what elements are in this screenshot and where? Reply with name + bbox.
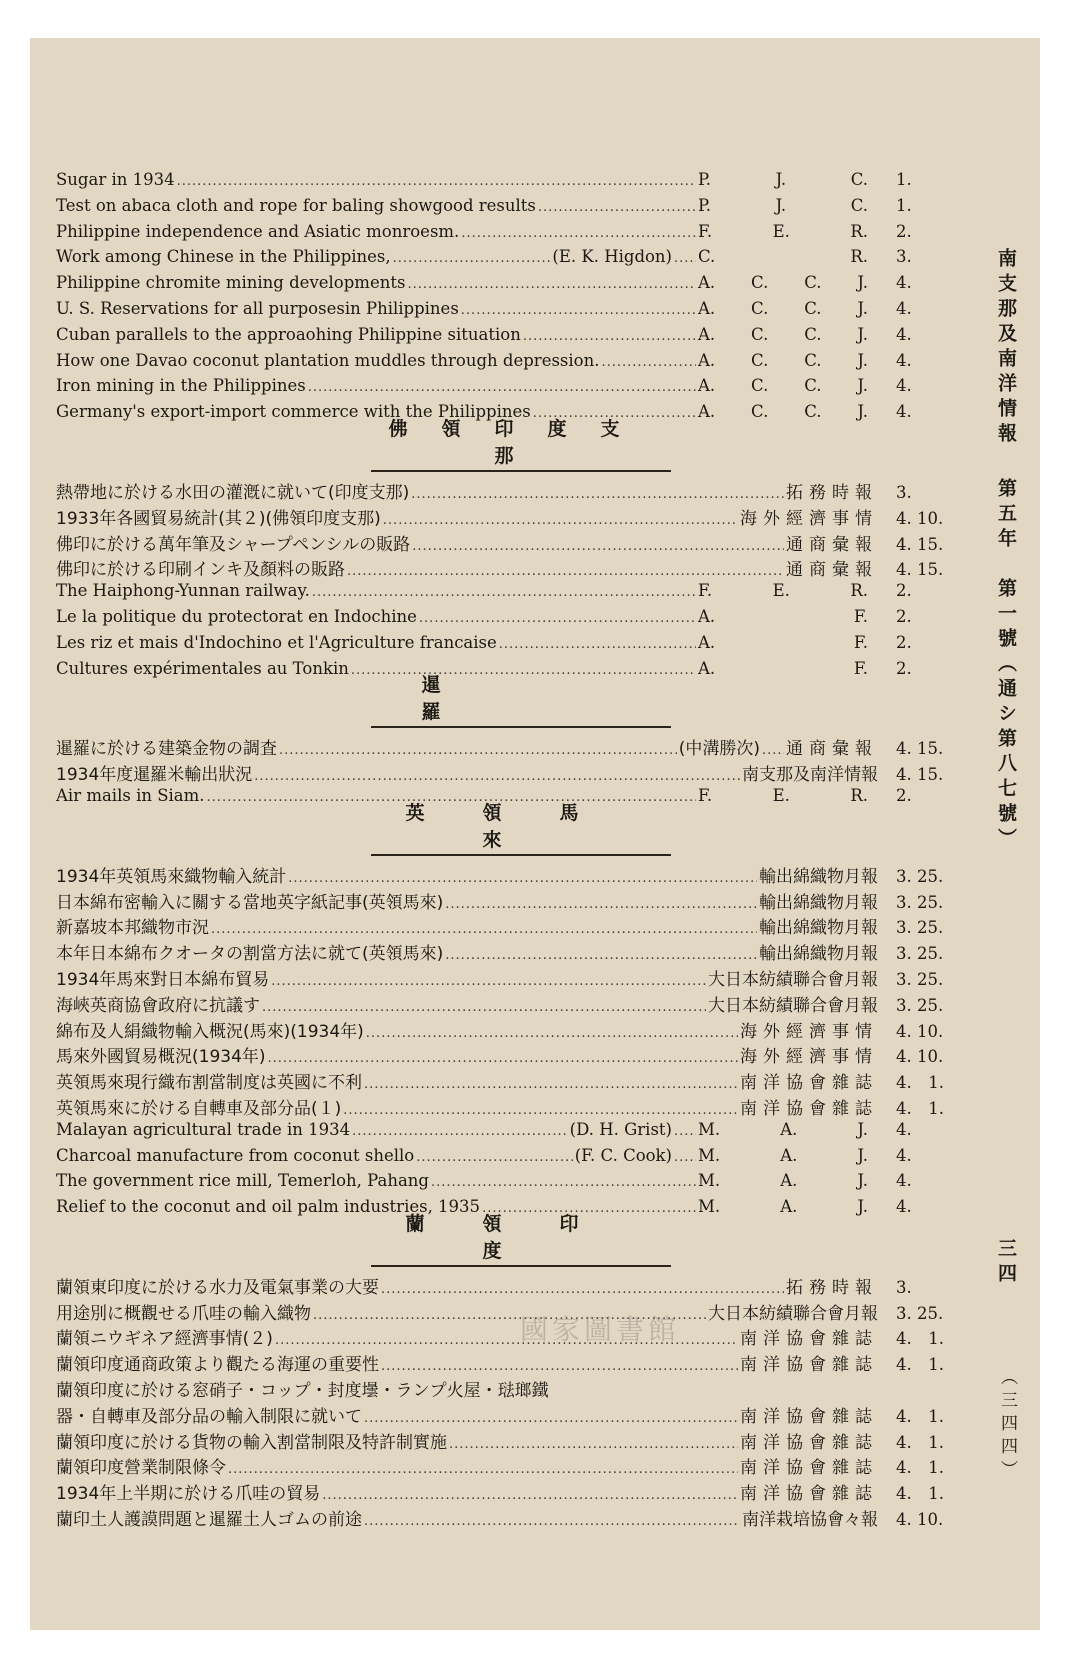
source-letter: A. bbox=[698, 376, 716, 396]
entry-issue: 4. bbox=[896, 1145, 912, 1165]
index-entry bbox=[56, 196, 986, 222]
entry-source bbox=[698, 786, 878, 805]
leader-dots bbox=[381, 1282, 784, 1297]
source-letter: M. bbox=[698, 1171, 721, 1191]
entry-title: Relief to the coconut and oil palm industries, 1935 bbox=[56, 1197, 481, 1217]
entry-title: 本年日本綿布クオータの割當方法に就て(英領馬來) bbox=[56, 944, 444, 965]
entry-source bbox=[698, 273, 878, 292]
entry-source: 大日本紡績聯合會月報 bbox=[708, 1303, 878, 1324]
source-letter: J. bbox=[857, 402, 868, 422]
entry-author: (D. H. Grist) bbox=[569, 1119, 672, 1139]
entry-title: 1934年英領馬來織物輸入統計 bbox=[56, 866, 287, 887]
entry-source: 南洋協會雜誌 bbox=[740, 1458, 878, 1479]
entry-issue: 2. bbox=[896, 581, 912, 601]
source-letter: J. bbox=[857, 273, 868, 293]
entry-issue: 1. bbox=[896, 195, 912, 215]
entry-issue: 4. 1. bbox=[896, 1458, 944, 1478]
entry-issue: 3. 25. bbox=[896, 892, 944, 912]
leader-dots bbox=[381, 1359, 738, 1374]
entry-source: 輸出綿織物月報 bbox=[759, 944, 878, 965]
index-entry bbox=[56, 581, 986, 607]
entry-title: 蘭領ニウギネア經濟事情(２) bbox=[56, 1329, 273, 1350]
section-french-indochina bbox=[56, 478, 986, 684]
source-letter: A. bbox=[780, 1145, 798, 1165]
entry-issue: 4. 1. bbox=[896, 1098, 944, 1118]
index-entry bbox=[56, 965, 986, 991]
index-entry bbox=[56, 913, 986, 939]
entry-title: Malayan agricultural trade in 1934 bbox=[56, 1119, 351, 1139]
source-letter: J. bbox=[775, 195, 787, 215]
page-number: 三四 bbox=[995, 1238, 1017, 1288]
entry-source bbox=[698, 402, 878, 421]
entry-issue: 3. 25. bbox=[896, 969, 944, 989]
index-entry bbox=[56, 478, 986, 504]
entry-source bbox=[698, 247, 878, 266]
index-entry bbox=[56, 530, 986, 556]
entry-source bbox=[698, 1146, 878, 1165]
entry-title: Les riz et mais d'Indochino et l'Agriculture francaise bbox=[56, 632, 497, 652]
leader-dots bbox=[228, 1462, 738, 1477]
source-letter: A. bbox=[698, 606, 716, 626]
entry-issue: 4. 10. bbox=[896, 1021, 944, 1041]
source-letter: C. bbox=[751, 273, 769, 293]
section-philippines bbox=[56, 170, 986, 428]
leader-dots bbox=[499, 637, 696, 652]
index-entry bbox=[56, 607, 986, 633]
leader-dots bbox=[461, 303, 696, 318]
leader-dots bbox=[254, 769, 740, 784]
index-entry bbox=[56, 1094, 986, 1120]
volume-number: 第五年 第一號（通シ第八七號） bbox=[995, 478, 1017, 853]
source-letter: R. bbox=[850, 221, 868, 241]
entry-issue: 4. 15. bbox=[896, 765, 944, 785]
leader-dots bbox=[211, 922, 757, 937]
entry-issue: 4. bbox=[896, 1119, 912, 1139]
entry-title: 英領馬來現行織布割當制度は英國に不利 bbox=[56, 1073, 362, 1094]
entry-title: Philippine chromite mining developments bbox=[56, 273, 406, 293]
leader-dots bbox=[674, 1150, 696, 1165]
leader-dots bbox=[308, 380, 696, 395]
source-letter: A. bbox=[698, 324, 716, 344]
entry-title: 1933年各國貿易統計(其２)(佛領印度支那) bbox=[56, 508, 381, 529]
index-entry bbox=[56, 760, 986, 786]
source-letter: J. bbox=[857, 1197, 868, 1217]
entry-issue: 4. bbox=[896, 1171, 912, 1191]
entry-title: Charcoal manufacture from coconut shello bbox=[56, 1145, 415, 1165]
leader-dots bbox=[366, 1026, 738, 1041]
source-letter: A. bbox=[698, 273, 716, 293]
entry-issue: 3. bbox=[896, 482, 912, 502]
leader-dots bbox=[538, 200, 696, 215]
entry-source bbox=[698, 351, 878, 370]
entry-source bbox=[698, 325, 878, 344]
entry-issue: 4. bbox=[896, 298, 912, 318]
entry-issue: 3. bbox=[896, 247, 912, 267]
index-entry bbox=[56, 351, 986, 377]
source-letter: M. bbox=[698, 1197, 721, 1217]
entry-source: 海外經濟事情 bbox=[740, 1021, 878, 1042]
index-entry bbox=[56, 325, 986, 351]
index-entry bbox=[56, 1017, 986, 1043]
page-number-total: （三四四） bbox=[997, 1368, 1017, 1483]
index-entry bbox=[56, 247, 986, 273]
entry-title: 蘭領印度營業制限條令 bbox=[56, 1458, 226, 1479]
entry-source: 海外經濟事情 bbox=[740, 508, 878, 529]
leader-dots bbox=[268, 1051, 738, 1066]
section-heading bbox=[56, 674, 986, 728]
entry-issue: 4. bbox=[896, 376, 912, 396]
entry-issue: 4. 1. bbox=[896, 1406, 944, 1426]
leader-dots bbox=[352, 1124, 568, 1139]
entry-source: 海外經濟事情 bbox=[740, 1047, 878, 1068]
source-letter: J. bbox=[857, 324, 868, 344]
entry-title: 器・自轉車及部分品の輸入制限に就いて bbox=[56, 1406, 362, 1427]
entry-title: 蘭領印度に於ける窓硝子・コップ・封度壜・ランプ火屋・琺瑯鐵 bbox=[56, 1381, 549, 1402]
leader-dots bbox=[601, 355, 696, 370]
entry-title: 佛印に於ける萬年筆及シャープペンシルの販路 bbox=[56, 534, 411, 555]
index-entry bbox=[56, 991, 986, 1017]
entry-source: 輸出綿織物月報 bbox=[759, 892, 878, 913]
source-letter: C. bbox=[751, 350, 769, 370]
index-entry bbox=[56, 222, 986, 248]
entry-issue: 2. bbox=[896, 221, 912, 241]
source-letter: C. bbox=[804, 402, 822, 422]
source-letter: C. bbox=[751, 324, 769, 344]
entry-source bbox=[698, 170, 878, 189]
source-letter: M. bbox=[698, 1119, 721, 1139]
entry-issue: 4. 1. bbox=[896, 1073, 944, 1093]
entry-source bbox=[698, 1197, 878, 1216]
entry-title: Sugar in 1934 bbox=[56, 170, 175, 189]
source-letter: J. bbox=[857, 1171, 868, 1191]
entry-author: (E. K. Higdon) bbox=[552, 247, 672, 267]
entry-source: 拓務時報 bbox=[786, 1277, 878, 1298]
source-letter: R. bbox=[850, 247, 868, 267]
entry-title: Work among Chinese in the Philippines, bbox=[56, 247, 391, 267]
entry-title: 1934年馬來對日本綿布貿易 bbox=[56, 969, 270, 990]
entry-author: (F. C. Cook) bbox=[574, 1145, 672, 1165]
entry-issue: 3. 25. bbox=[896, 918, 944, 938]
source-letter: C. bbox=[751, 402, 769, 422]
source-letter: F. bbox=[698, 221, 713, 241]
entry-title: Le la politique du protectorat en Indochine bbox=[56, 606, 417, 626]
index-entry bbox=[56, 273, 986, 299]
entry-title: 1934年度暹羅米輸出狀況 bbox=[56, 765, 253, 786]
source-letter: C. bbox=[804, 376, 822, 396]
entry-title: 佛印に於ける印刷インキ及顏料の販路 bbox=[56, 560, 345, 581]
entry-source: 南洋協會雜誌 bbox=[740, 1098, 878, 1119]
index-entry bbox=[56, 1402, 986, 1428]
entry-source bbox=[698, 1120, 878, 1139]
entry-title: 日本綿布密輸入に關する當地英字紙記事(英領馬來) bbox=[56, 892, 444, 913]
entry-title: 新嘉坡本邦織物市況 bbox=[56, 918, 209, 939]
entry-source bbox=[698, 299, 878, 318]
index-entry bbox=[56, 1120, 986, 1146]
entry-issue: 4. 1. bbox=[896, 1355, 944, 1375]
index-entry bbox=[56, 862, 986, 888]
section-title: 英領馬來 bbox=[371, 798, 671, 856]
source-letter: A. bbox=[780, 1171, 798, 1191]
source-letter: M. bbox=[698, 1145, 721, 1165]
entry-issue: 2. bbox=[896, 658, 912, 678]
entry-source: 通商彙報 bbox=[786, 534, 878, 555]
entry-issue: 4. bbox=[896, 324, 912, 344]
entry-title: Philippine independence and Asiatic monroesm. bbox=[56, 221, 460, 241]
entry-issue: 1. bbox=[896, 170, 912, 189]
source-letter: A. bbox=[698, 350, 716, 370]
entry-title: 英領馬來に於ける自轉車及部分品(１) bbox=[56, 1098, 342, 1119]
source-letter: C. bbox=[804, 273, 822, 293]
entry-issue: 3. 25. bbox=[896, 944, 944, 964]
leader-dots bbox=[262, 1000, 706, 1015]
source-letter: J. bbox=[775, 170, 787, 189]
entry-title: 蘭印土人護謨問題と暹羅土人ゴムの前途 bbox=[56, 1510, 362, 1531]
leader-dots bbox=[322, 1488, 738, 1503]
page bbox=[30, 38, 1040, 1630]
source-letter: R. bbox=[850, 581, 868, 601]
entry-source: 通商彙報 bbox=[786, 560, 878, 581]
source-letter: C. bbox=[751, 376, 769, 396]
index-entry bbox=[56, 633, 986, 659]
entry-title: Germany's export-import commerce with the Philippines bbox=[56, 402, 531, 422]
entry-title: 熱帶地に於ける水田の灌漑に就いて(印度支那) bbox=[56, 482, 410, 503]
entry-title: 蘭領東印度に於ける水力及電氣事業の大要 bbox=[56, 1277, 379, 1298]
source-letter: A. bbox=[780, 1119, 798, 1139]
journal-title: 南支那及南洋情報 bbox=[995, 248, 1017, 448]
entry-issue: 2. bbox=[896, 785, 912, 805]
entry-title: 綿布及人絹織物輸入概況(馬來)(1934年) bbox=[56, 1021, 364, 1042]
leader-dots bbox=[412, 539, 784, 554]
leader-dots bbox=[674, 251, 696, 266]
index-entry bbox=[56, 1350, 986, 1376]
leader-dots bbox=[523, 329, 696, 344]
leader-dots bbox=[419, 611, 696, 626]
source-letter: A. bbox=[698, 632, 716, 652]
index-entry bbox=[56, 1505, 986, 1531]
index-entry bbox=[56, 888, 986, 914]
index-entry bbox=[56, 1479, 986, 1505]
leader-dots bbox=[288, 871, 757, 886]
index-entry bbox=[56, 1171, 986, 1197]
leader-dots bbox=[177, 174, 696, 189]
source-letter: J. bbox=[857, 1119, 868, 1139]
leader-dots bbox=[383, 513, 738, 528]
entry-issue: 4. bbox=[896, 350, 912, 370]
leader-dots bbox=[364, 1077, 738, 1092]
leader-dots bbox=[407, 277, 696, 292]
leader-dots bbox=[431, 1175, 696, 1190]
entry-issue: 3. 25. bbox=[896, 1303, 944, 1323]
source-letter: E. bbox=[772, 221, 790, 241]
leader-dots bbox=[445, 948, 757, 963]
entry-title: Air mails in Siam. bbox=[56, 785, 205, 805]
index-entry bbox=[56, 299, 986, 325]
entry-issue: 4. 15. bbox=[896, 739, 944, 759]
entry-source: 南洋協會雜誌 bbox=[740, 1406, 878, 1427]
index-entry bbox=[56, 1453, 986, 1479]
leader-dots bbox=[271, 974, 706, 989]
entry-title: 暹羅に於ける建築金物の調査 bbox=[56, 739, 277, 760]
source-letter: J. bbox=[857, 1145, 868, 1165]
source-letter: F. bbox=[698, 785, 713, 805]
leader-dots bbox=[445, 897, 757, 912]
leader-dots bbox=[364, 1514, 740, 1529]
source-letter: F. bbox=[853, 632, 868, 652]
entry-source: 南洋協會雜誌 bbox=[740, 1355, 878, 1376]
entry-issue: 4. 15. bbox=[896, 560, 944, 580]
entry-source: 南支那及南洋情報 bbox=[742, 765, 878, 786]
entry-source: 通商彙報 bbox=[786, 739, 878, 760]
index-entry bbox=[56, 170, 986, 196]
section-title: 暹羅 bbox=[371, 670, 671, 728]
entry-source: 拓務時報 bbox=[786, 482, 878, 503]
entry-issue: 4. 15. bbox=[896, 534, 944, 554]
section-heading bbox=[56, 1212, 986, 1267]
entry-issue: 2. bbox=[896, 606, 912, 626]
entry-title: Test on abaca cloth and rope for baling showgood results bbox=[56, 195, 536, 215]
entry-issue: 4. 1. bbox=[896, 1432, 944, 1452]
leader-dots bbox=[279, 743, 677, 758]
entry-source bbox=[698, 659, 878, 678]
entry-source: 南洋協會雜誌 bbox=[740, 1073, 878, 1094]
entry-title: Cultures expérimentales au Tonkin bbox=[56, 658, 349, 678]
leader-dots bbox=[312, 585, 696, 600]
entry-title: 蘭領印度通商政策より觀たる海運の重要性 bbox=[56, 1355, 379, 1376]
entry-title: 馬來外國貿易概況(1934年) bbox=[56, 1047, 266, 1068]
leader-dots bbox=[343, 1103, 738, 1118]
index-entry bbox=[56, 1068, 986, 1094]
index-entry bbox=[56, 1273, 986, 1299]
entry-source bbox=[698, 1171, 878, 1190]
source-letter: C. bbox=[751, 298, 769, 318]
leader-dots bbox=[762, 743, 784, 758]
entry-issue: 2. bbox=[896, 632, 912, 652]
source-letter: J. bbox=[857, 350, 868, 370]
source-letter: A. bbox=[780, 1197, 798, 1217]
entry-source: 輸出綿織物月報 bbox=[759, 866, 878, 887]
entry-source: 大日本紡績聯合會月報 bbox=[708, 969, 878, 990]
index-entry bbox=[56, 555, 986, 581]
entry-source bbox=[698, 633, 878, 652]
source-letter: R. bbox=[850, 785, 868, 805]
entry-title: Iron mining in the Philippines bbox=[56, 376, 306, 396]
source-letter: A. bbox=[698, 298, 716, 318]
index-entry bbox=[56, 939, 986, 965]
entry-title: The government rice mill, Temerloh, Pahang bbox=[56, 1171, 429, 1191]
source-letter: A. bbox=[698, 402, 716, 422]
source-letter: J. bbox=[857, 298, 868, 318]
source-letter: F. bbox=[698, 581, 713, 601]
index-entry bbox=[56, 1376, 986, 1402]
index-entry bbox=[56, 1428, 986, 1454]
source-letter: C. bbox=[804, 350, 822, 370]
entry-source: 南洋栽培協會々報 bbox=[742, 1510, 878, 1531]
entry-issue: 4. bbox=[896, 402, 912, 422]
source-letter: A. bbox=[698, 658, 716, 678]
leader-dots bbox=[461, 226, 696, 241]
entry-author: (中溝勝次) bbox=[678, 739, 760, 760]
source-letter: C. bbox=[850, 170, 868, 189]
source-letter: J. bbox=[857, 376, 868, 396]
section-title: 佛領印度支那 bbox=[371, 414, 671, 472]
index-entry bbox=[56, 1146, 986, 1172]
leader-dots bbox=[347, 564, 784, 579]
index-entry bbox=[56, 376, 986, 402]
entry-title: 蘭領印度に於ける貨物の輸入割當制限及特許制實施 bbox=[56, 1432, 447, 1453]
entry-issue: 4. bbox=[896, 1197, 912, 1217]
entry-issue: 4. 1. bbox=[896, 1329, 944, 1349]
source-letter: E. bbox=[772, 581, 790, 601]
entry-title: How one Davao coconut plantation muddles through depression. bbox=[56, 350, 600, 370]
section-heading bbox=[56, 801, 986, 856]
section-heading bbox=[56, 417, 986, 472]
leader-dots bbox=[393, 251, 551, 266]
source-letter: P. bbox=[698, 170, 712, 189]
entry-issue: 3. bbox=[896, 1277, 912, 1297]
entry-source bbox=[698, 607, 878, 626]
entry-title: 1934年上半期に於ける爪哇の貿易 bbox=[56, 1484, 321, 1505]
source-letter: C. bbox=[850, 195, 868, 215]
entry-issue: 3. 25. bbox=[896, 995, 944, 1015]
entry-issue: 4. 10. bbox=[896, 508, 944, 528]
entry-source bbox=[698, 581, 878, 600]
leader-dots bbox=[674, 1124, 696, 1139]
source-letter: C. bbox=[804, 324, 822, 344]
library-stamp: 國家圖書館 bbox=[520, 1313, 681, 1346]
section-title: 蘭領印度 bbox=[371, 1209, 671, 1267]
entry-title: 海峽英商協會政府に抗議す bbox=[56, 995, 260, 1016]
entry-issue: 3. 25. bbox=[896, 866, 944, 886]
index-entry bbox=[56, 504, 986, 530]
entry-source: 南洋協會雜誌 bbox=[740, 1432, 878, 1453]
entry-issue: 4. 1. bbox=[896, 1484, 944, 1504]
leader-dots bbox=[449, 1437, 738, 1452]
leader-dots bbox=[411, 487, 784, 502]
entry-title: 用途別に概觀せる爪哇の輸入織物 bbox=[56, 1303, 311, 1324]
entry-source: 輸出綿織物月報 bbox=[759, 918, 878, 939]
entry-title: U. S. Reservations for all purposesin Philippines bbox=[56, 298, 459, 318]
source-letter: C. bbox=[804, 298, 822, 318]
source-letter: F. bbox=[853, 658, 868, 678]
entry-source: 南洋協會雜誌 bbox=[740, 1329, 878, 1350]
entry-issue: 4. bbox=[896, 273, 912, 293]
entry-title: The Haiphong-Yunnan railway. bbox=[56, 581, 310, 601]
source-letter: F. bbox=[853, 606, 868, 626]
index-entry bbox=[56, 1042, 986, 1068]
leader-dots bbox=[364, 1411, 738, 1426]
source-letter: P. bbox=[698, 195, 712, 215]
leader-dots bbox=[416, 1150, 573, 1165]
entry-source bbox=[698, 196, 878, 215]
index-entry bbox=[56, 734, 986, 760]
entry-source bbox=[698, 222, 878, 241]
entry-title: Cuban parallels to the approaohing Philippine situation bbox=[56, 324, 521, 344]
source-letter: C. bbox=[698, 247, 716, 267]
entry-source bbox=[698, 376, 878, 395]
section-british-malaya bbox=[56, 862, 986, 1223]
entry-issue: 4. 10. bbox=[896, 1510, 944, 1530]
entry-source: 南洋協會雜誌 bbox=[740, 1484, 878, 1505]
source-letter: E. bbox=[772, 785, 790, 805]
entry-source: 大日本紡績聯合會月報 bbox=[708, 995, 878, 1016]
entry-issue: 4. 10. bbox=[896, 1047, 944, 1067]
